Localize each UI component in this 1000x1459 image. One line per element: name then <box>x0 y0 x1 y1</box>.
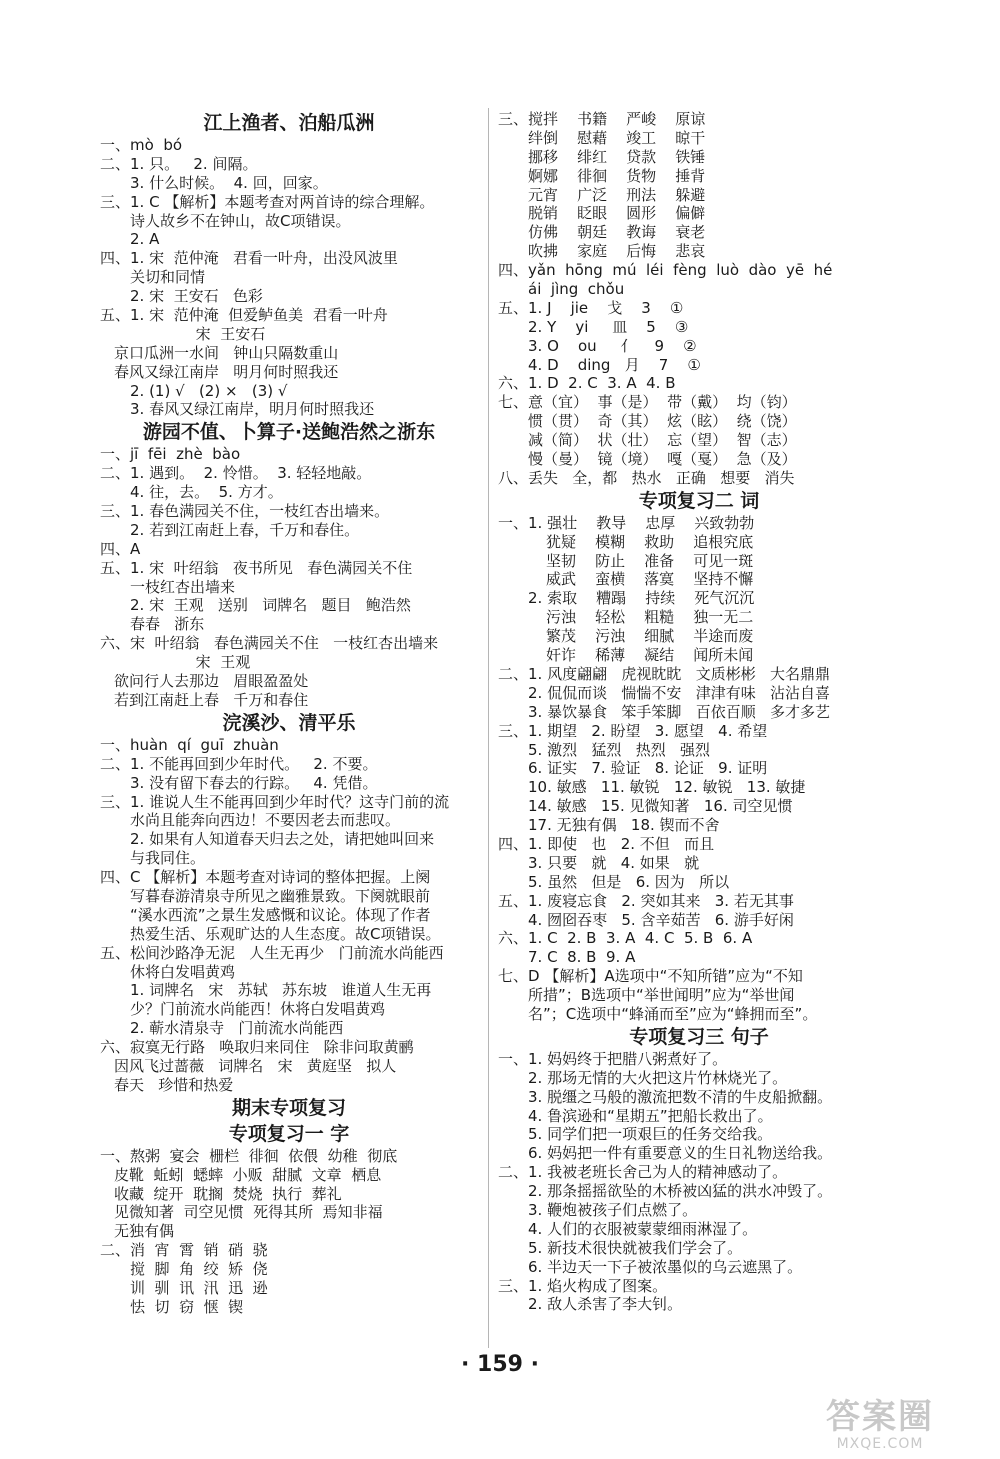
answer-line: 六、1. D 2. C 3. A 4. B <box>498 374 676 393</box>
answer-line: 六、1. C 2. B 3. A 4. C 5. B 6. A <box>498 929 753 948</box>
answer-line: 减（简） 状（壮） 忘（望） 智（志） <box>528 431 797 450</box>
answer-line: 2. A <box>130 230 160 249</box>
answer-line: 六、寂寞无行路 唤取归来同住 除非问取黄鹂 <box>100 1038 414 1057</box>
answer-line: 怯 切 窃 惬 锲 <box>130 1297 244 1316</box>
answer-line: 五、松间沙路净无泥 人生无再少 门前流水尚能西 <box>100 943 444 962</box>
answer-line: 4. 鲁滨逊和“星期五”把船长救出了。 <box>528 1106 773 1125</box>
answer-line: 坚韧 防止 准备 可见一斑 <box>546 551 754 570</box>
section-heading: 浣溪沙、清平乐 <box>222 711 356 734</box>
answer-line: 二、1. 只。 2. 间隔。 <box>100 154 258 173</box>
answer-line: 二、1. 风度翩翩 虎视眈眈 文质彬彬 大名鼎鼎 <box>498 664 830 683</box>
answer-line: 因风飞过蔷薇 词牌名 宋 黄庭坚 拟人 <box>114 1056 397 1075</box>
answer-line: 所措”；B选项中“举世闻明”应为“举世闻 <box>528 986 795 1005</box>
answer-line: 七、意（宜） 事（是） 带（戴） 均（钧） <box>498 393 797 412</box>
answer-line: ái jìng chǒu <box>528 280 625 299</box>
answer-line: 春天 珍惜和热爱 <box>114 1075 234 1094</box>
answer-line: 一、1. 妈妈终于把腊八粥煮好了。 <box>498 1049 728 1068</box>
answer-line: 奸诈 稀薄 凝结 闻所未闻 <box>546 646 754 665</box>
answer-line: “溪水西流”之景生发感慨和议论。体现了作者 <box>130 905 431 924</box>
answer-line: 名”；C选项中“蜂涌而至”应为“蜂拥而至”。 <box>528 1004 818 1023</box>
answer-line: 3. 只要 就 4. 如果 就 <box>528 853 700 872</box>
answer-line: 2. 蕲水清泉寺 门前流水尚能西 <box>130 1019 344 1038</box>
answer-line: 皮靴 蚯蚓 蟋蟀 小贩 甜腻 文章 栖息 <box>114 1165 382 1184</box>
answer-line: 2. 若到江南赶上春，千万和春住。 <box>130 520 360 539</box>
section-heading: 专项复习一 字 <box>228 1122 350 1145</box>
left-column <box>100 110 478 1317</box>
answer-line: 一、熬粥 宴会 栅栏 徘徊 依偎 幼稚 彻底 <box>100 1146 398 1165</box>
answer-line: 4. 囫囵吞枣 5. 含辛茹苦 6. 游手好闲 <box>528 910 794 929</box>
answer-line: 一、huàn qí guī zhuàn <box>100 735 279 754</box>
answer-line: 5. 虽然 但是 6. 因为 所以 <box>528 872 730 891</box>
answer-line: 一枝红杏出墙来 <box>130 577 236 596</box>
answer-line: 二、1. 我被老班长舍己为人的精神感动了。 <box>498 1163 788 1182</box>
answer-line: 2. 索取 糟蹋 持续 死气沉沉 <box>528 589 755 608</box>
page-number: · 159 · <box>461 1352 539 1377</box>
answer-line: 6. 半边天一下子被浓墨似的乌云遮黑了。 <box>528 1257 803 1276</box>
answer-line: 脱销 眨眼 圆形 偏僻 <box>528 204 706 223</box>
answer-line: 挪移 绯红 贷款 铁锤 <box>528 147 706 166</box>
answer-line: 休将白发唱黄鸡 <box>130 962 236 981</box>
column-divider <box>488 108 489 1348</box>
watermark-logo-text: 答案圈 <box>826 1397 934 1437</box>
watermark-logo <box>800 1398 960 1452</box>
answer-line: 与我同住。 <box>130 849 206 868</box>
answer-line: 4. 往，去。 5. 方才。 <box>130 483 283 502</box>
answer-line: 春风又绿江南岸 明月何时照我还 <box>114 362 339 381</box>
answer-line: 2. Y yi 皿 5 ③ <box>528 317 689 336</box>
answer-line: 5. 激烈 猛烈 热烈 强烈 <box>528 740 710 759</box>
answer-line: 三、1. C 【解析】本题考查对两首诗的综合理解。 <box>100 192 435 211</box>
answer-line: 5. 同学们把一项艰巨的任务交给我。 <box>528 1125 773 1144</box>
answer-line: 写暮春游清泉寺所见之幽雅景致。下阕就眼前 <box>130 886 431 905</box>
answer-line: 3. 脱缰之马般的激流把数不清的牛皮船掀翻。 <box>528 1087 833 1106</box>
answer-line: 诗人故乡不在钟山，故C项错误。 <box>130 211 351 230</box>
answer-line: 五、1. 宋 叶绍翁 夜书所见 春色满园关不住 <box>100 558 413 577</box>
answer-line: 宋 王观 <box>148 653 251 672</box>
answer-line: 五、1. 废寝忘食 2. 突如其来 3. 若无其事 <box>498 891 794 910</box>
answer-line: 17. 无独有偶 18. 锲而不舍 <box>528 816 720 835</box>
right-column <box>498 110 900 1314</box>
section-heading: 游园不值、卜算子·送鲍浩然之浙东 <box>142 421 436 444</box>
answer-line: 收藏 绽开 耽搁 焚烧 执行 葬礼 <box>114 1184 342 1203</box>
answer-line: 7. C 8. B 9. A <box>528 948 636 967</box>
answer-line: 见微知著 司空见惯 死得其所 焉知非福 <box>114 1203 383 1222</box>
answer-line: 4. 人们的衣服被蒙蒙细雨淋湿了。 <box>528 1219 758 1238</box>
answer-line: 元宵 广泛 刑法 躲避 <box>528 185 706 204</box>
answer-line: 一、mò bó <box>100 136 183 154</box>
answer-line: 三、1. 谁说人生不能再回到少年时代？这寺门前的流 <box>100 792 450 811</box>
answer-line: 14. 敏感 15. 见微知著 16. 司空见惯 <box>528 797 793 816</box>
answer-line: 宋 王安石 <box>148 324 266 343</box>
answer-line: 2. 那条摇摇欲坠的木桥被凶猛的洪水冲毁了。 <box>528 1182 833 1201</box>
answer-line: 3. O ou 亻 9 ② <box>528 336 697 355</box>
watermark-site: MXQE.COM <box>836 1436 924 1452</box>
answer-line: 三、1. 春色满园关不住，一枝红杏出墙来。 <box>100 502 390 521</box>
answer-line: 春春 浙东 <box>130 615 205 634</box>
answer-line: 3. 鞭炮被孩子们点燃了。 <box>528 1200 698 1219</box>
answer-line: 3. 暴饮暴食 笨手笨脚 百依百顺 多才多艺 <box>528 702 830 721</box>
answer-line: 四、C 【解析】本题考查对诗词的整体把握。上阕 <box>100 868 431 887</box>
answer-line: 热爱生活、乐观旷达的人生态度。故C项错误。 <box>130 924 441 943</box>
answer-line: 四、A <box>100 539 141 558</box>
answer-line: 二、消 宵 霄 销 硝 骁 <box>100 1241 268 1260</box>
answer-line: 2. 宋 王观 送别 词牌名 题目 鲍浩然 <box>130 596 411 615</box>
answer-line: 6. 妈妈把一件有重要意义的生日礼物送给我。 <box>528 1144 833 1163</box>
answer-line: 1. 词牌名 宋 苏轼 苏东坡 谁道人生无再 <box>130 981 432 1000</box>
answer-line: 水尚且能奔向西边！不要因老去而悲叹。 <box>130 811 401 830</box>
answer-line: 2. 宋 王安石 色彩 <box>130 287 263 306</box>
answer-line: 四、yǎn hōng mú léi fèng luò dào yē hé <box>498 261 833 280</box>
answer-line: 惯（贯） 奇（其） 炫（眩） 绕（饶） <box>528 412 797 431</box>
answer-line: 仿佛 朝廷 教诲 衰老 <box>528 223 706 242</box>
answer-line: 2. 敌人杀害了李大钊。 <box>528 1295 683 1314</box>
answer-line: 繁茂 污浊 细腻 半途而废 <box>546 627 754 646</box>
answer-line: 欲问行人去那边 眉眼盈盈处 <box>114 672 309 691</box>
answer-line: 三、搅拌 书籍 严峻 原谅 <box>498 110 706 128</box>
answer-line: 若到江南赶上春 千万和春住 <box>114 690 309 709</box>
section-heading: 专项复习二 词 <box>638 489 760 512</box>
answer-line: 6. 证实 7. 验证 8. 论证 9. 证明 <box>528 759 768 778</box>
answer-line: 六、宋 叶绍翁 春色满园关不住 一枝红杏出墙来 <box>100 634 439 653</box>
section-heading: 专项复习三 句子 <box>629 1025 769 1048</box>
answer-line: 3. 没有留下春去的行踪。 4. 凭借。 <box>130 773 378 792</box>
answer-line: 无独有偶 <box>114 1222 175 1241</box>
answer-line: 三、1. 焰火构成了图案。 <box>498 1276 668 1295</box>
answer-line: 2. 如果有人知道春天归去之处，请把她叫回来 <box>130 830 435 849</box>
answer-line: 少？门前流水尚能西！休将白发唱黄鸡 <box>130 1000 386 1019</box>
answer-line: 犹疑 模糊 救助 追根究底 <box>546 532 754 551</box>
answer-line: 一、jī fēi zhè bào <box>100 445 241 464</box>
answer-line: 10. 敏感 11. 敏锐 12. 敏锐 13. 敏捷 <box>528 778 806 797</box>
answer-line: 一、1. 强壮 教导 忠厚 兴致勃勃 <box>498 513 755 532</box>
answer-line: 四、1. 即使 也 2. 不但 而且 <box>498 834 715 853</box>
answer-line: 3. 什么时候。 4. 回，回家。 <box>130 173 328 192</box>
answer-line: 四、1. 宋 范仲淹 君看一叶舟，出没风波里 <box>100 249 398 268</box>
answer-line: 婀娜 徘徊 货物 捶背 <box>528 166 706 185</box>
answer-line: 五、1. J jie 戈 3 ① <box>498 298 684 317</box>
answer-line: 三、1. 期望 2. 盼望 3. 愿望 4. 希望 <box>498 721 768 740</box>
answer-line: 搅 脚 角 绞 矫 侥 <box>130 1260 268 1279</box>
answer-line: 2. 那场无情的大火把这片竹林烧光了。 <box>528 1068 788 1087</box>
answer-line: 污浊 轻松 粗糙 独一无二 <box>546 608 754 627</box>
answer-line: 3. 春风又绿江南岸，明月何时照我还 <box>130 400 375 419</box>
answer-line: 2. 侃侃而谈 惴惴不安 津津有味 沾沾自喜 <box>528 683 830 702</box>
answer-line: 二、1. 不能再回到少年时代。 2. 不要。 <box>100 754 378 773</box>
answer-line: 绊倒 慰藉 竣工 晾干 <box>528 128 706 147</box>
answer-line: 七、D 【解析】A选项中“不知所错”应为“不知 <box>498 967 803 986</box>
answer-line: 五、1. 宋 范仲淹 但爱鲈鱼美 君看一叶舟 <box>100 306 388 325</box>
answer-line: 慢（曼） 镜（境） 嘎（戛） 急（及） <box>528 450 797 469</box>
section-heading: 江上渔者、泊船瓜洲 <box>203 112 375 134</box>
answer-line: 八、丢失 全，都 热水 正确 想要 消失 <box>498 468 795 487</box>
answer-line: 训 驯 讯 汛 迅 逊 <box>130 1278 268 1297</box>
answer-line: 4. D ding 月 7 ① <box>528 355 701 374</box>
answer-line: 关切和同情 <box>130 268 206 287</box>
answer-line: 吹拂 家庭 后悔 悲哀 <box>528 242 706 261</box>
answer-line: 威武 蛮横 落寞 坚持不懈 <box>546 570 754 589</box>
answer-line: 5. 新技术很快就被我们学会了。 <box>528 1238 743 1257</box>
section-heading: 期末专项复习 <box>231 1096 346 1119</box>
answer-line: 2. (1) √ (2) × (3) √ <box>130 381 288 400</box>
answer-line: 二、1. 遇到。 2. 怜惜。 3. 轻轻地敲。 <box>100 464 372 483</box>
answer-line: 京口瓜洲一水间 钟山只隔数重山 <box>114 343 339 362</box>
